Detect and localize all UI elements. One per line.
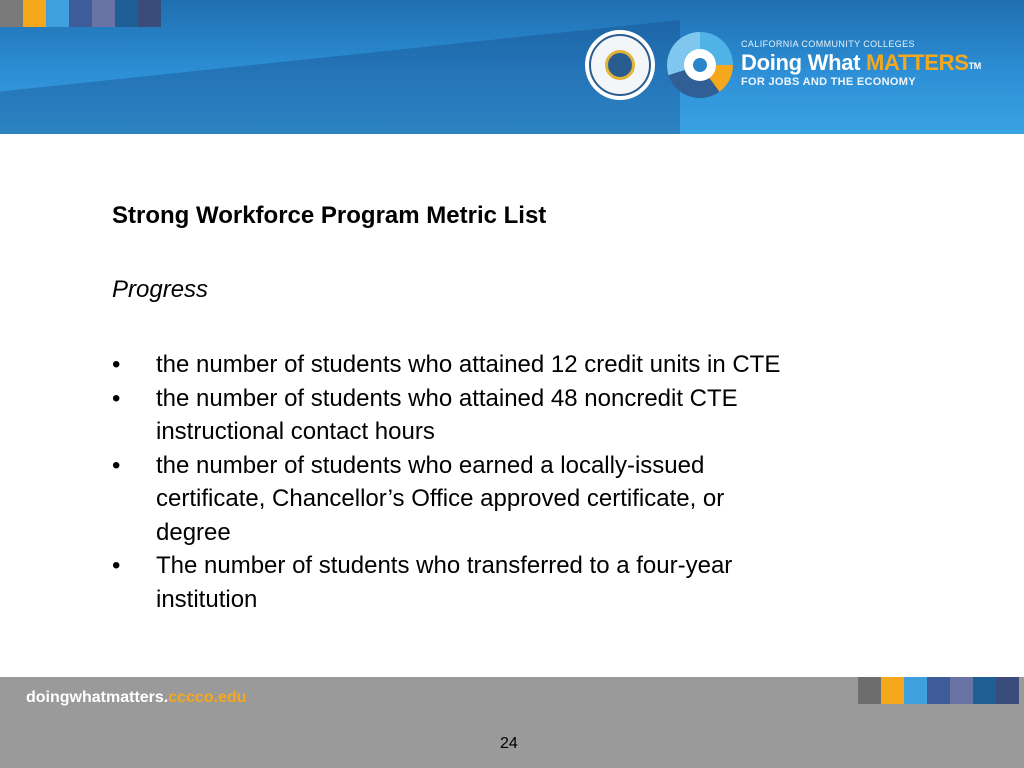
footer-url[interactable] <box>26 689 247 707</box>
metric-bullet-item <box>112 382 902 449</box>
brand-subtitle: FOR JOBS AND THE ECONOMY <box>741 76 916 88</box>
swatch <box>950 677 973 704</box>
footer-url-plain: doingwhatmatters. <box>26 689 169 706</box>
bullet-line: The number of students who transferred to a four-year <box>156 552 733 579</box>
swatch <box>69 0 92 27</box>
swatch <box>904 677 927 704</box>
swatch <box>973 677 996 704</box>
footer-color-swatches <box>858 677 1019 704</box>
swatch <box>858 677 881 704</box>
bullet-line: the number of students who attained 12 credit units in CTE <box>156 351 781 378</box>
bullet-line: degree <box>156 518 231 546</box>
bullet-line: institution <box>156 585 258 613</box>
bullet-dot: • <box>112 384 121 412</box>
bullet-dot: • <box>112 451 121 479</box>
brand-title-accent: MATTERS <box>866 50 969 75</box>
california-community-colleges-seal-icon <box>585 30 655 100</box>
brand-title <box>741 50 981 76</box>
slide-content <box>112 200 912 616</box>
metric-bullet-item <box>112 348 902 382</box>
swatch <box>23 0 46 27</box>
metric-bullet-item <box>112 549 902 616</box>
slide-title: Strong Workforce Program Metric List <box>112 202 547 229</box>
swatch <box>92 0 115 27</box>
logo-dot <box>693 58 707 72</box>
footer-url-accent: cccco.edu <box>168 689 247 706</box>
page-number: 24 <box>500 735 518 752</box>
swatch <box>996 677 1019 704</box>
slide-header <box>0 0 1024 134</box>
swatch <box>927 677 950 704</box>
swatch <box>115 0 138 27</box>
bullet-line: instructional contact hours <box>156 418 435 445</box>
brand-title-plain: Doing What <box>741 50 867 75</box>
doing-what-matters-logo-icon <box>667 32 733 98</box>
brand-trademark: TM <box>968 61 982 71</box>
brand-wordmark <box>741 39 981 88</box>
bullet-dot: • <box>112 351 121 378</box>
bullet-line: the number of students who earned a locally-issued <box>156 451 705 479</box>
seal-core <box>605 50 635 80</box>
metric-bullet-item <box>112 449 902 550</box>
slide-footer <box>0 677 1024 768</box>
bullet-line: the number of students who attained 48 noncredit CTE <box>156 384 738 412</box>
header-color-swatches <box>0 0 161 27</box>
swatch <box>881 677 904 704</box>
brand-small-line: CALIFORNIA COMMUNITY COLLEGES <box>741 39 915 49</box>
swatch <box>46 0 69 27</box>
bullet-line: certificate, Chancellor’s Office approved certificate, or <box>156 485 725 512</box>
swatch <box>138 0 161 27</box>
metric-bullet-list <box>112 348 912 616</box>
swatch <box>0 0 23 27</box>
bullet-dot: • <box>112 552 121 579</box>
slide-subtitle: Progress <box>112 276 209 303</box>
